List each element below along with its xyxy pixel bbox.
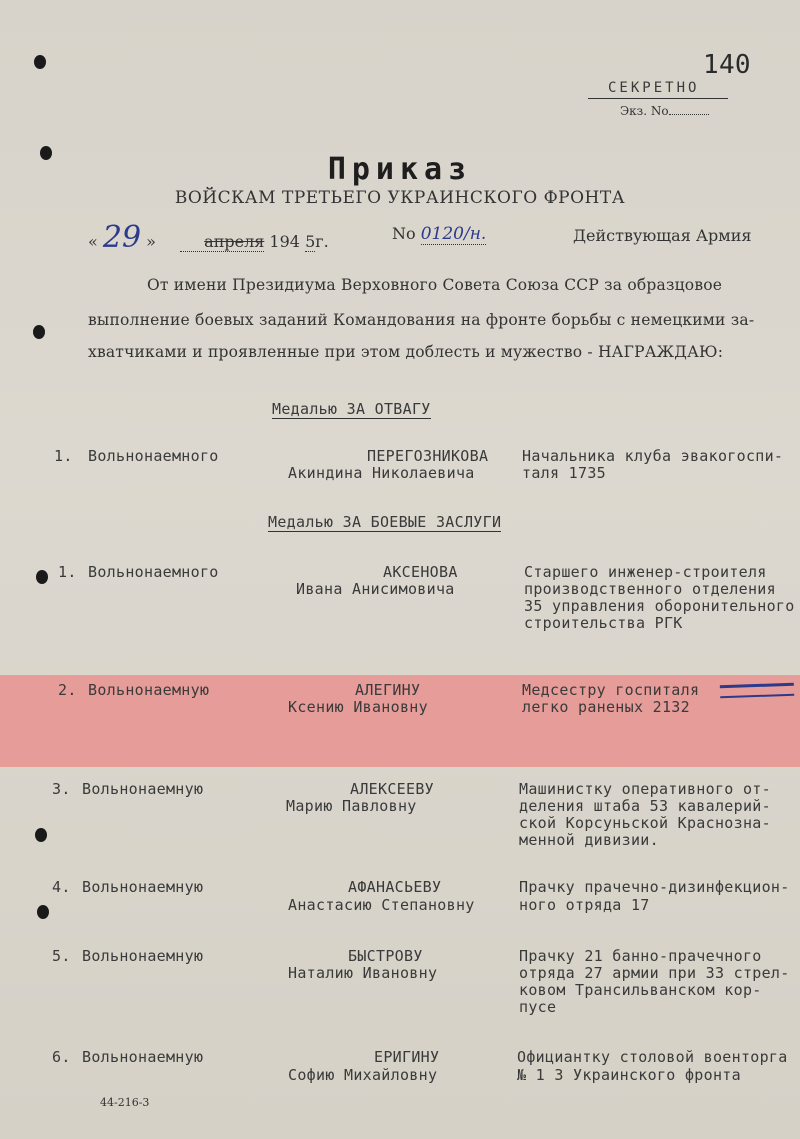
- entry-position-line: Машинистку оперативного от-: [519, 780, 771, 798]
- entry-number: 1.: [58, 563, 77, 581]
- entry-position-line: № 1 3 Украинского фронта: [517, 1066, 741, 1084]
- entry-position-line: ской Корсуньской Краснозна-: [519, 814, 771, 832]
- entry-position-line: производственного отделения: [524, 580, 776, 598]
- date-line: « 29 » апреля 194 5г.: [88, 220, 329, 255]
- entry-given-name: Ивана Анисимовича: [296, 580, 455, 598]
- binder-hole-mark: [35, 828, 47, 842]
- order-number: No 0120/н.: [392, 224, 487, 244]
- secrecy-label: СЕКРЕТНО: [608, 80, 700, 96]
- entry-status: Вольнонаемную: [88, 681, 210, 699]
- entry-status: Вольнонаемную: [82, 947, 204, 965]
- section-heading: Медалью ЗА ОТВАГУ: [272, 400, 431, 418]
- entry-given-name: Акиндина Николаевича: [288, 464, 475, 482]
- entry-given-name: Наталию Ивановну: [288, 964, 438, 982]
- entry-position-line: менной дивизии.: [519, 831, 659, 849]
- entry-number: 4.: [52, 878, 71, 896]
- entry-position-line: деления штаба 53 кавалерий-: [519, 797, 771, 815]
- entry-position-line: ного отряда 17: [519, 896, 650, 914]
- preamble-line: выполнение боевых заданий Командования на фронте борьбы с немецкими за-: [88, 311, 755, 329]
- entry-position-line: Старшего инженер-строителя: [524, 563, 767, 581]
- entry-surname: ЕРИГИНУ: [374, 1048, 440, 1066]
- copy-number-label: Экз. No: [620, 104, 709, 118]
- entry-surname: АЛЕГИНУ: [355, 681, 421, 699]
- entry-number: 3.: [52, 780, 71, 798]
- entry-position-line: Прачку прачечно-дизинфекцион-: [519, 878, 790, 896]
- entry-position-line: Начальника клуба эвакогоспи-: [522, 447, 784, 465]
- entry-number: 6.: [52, 1048, 71, 1066]
- page-title: Приказ: [327, 152, 473, 187]
- entry-status: Вольнонаемного: [88, 447, 219, 465]
- binder-hole-mark: [37, 905, 49, 919]
- entry-given-name: Софию Михайловну: [288, 1066, 438, 1084]
- entry-given-name: Ксению Ивановну: [288, 698, 428, 716]
- entry-position-line: Прачку 21 банно-прачечного: [519, 947, 762, 965]
- entry-surname: АКСЕНОВА: [383, 563, 458, 581]
- entry-number: 5.: [52, 947, 71, 965]
- date-day: 29: [102, 220, 142, 255]
- entry-number: 2.: [58, 681, 77, 699]
- entry-status: Вольнонаемную: [82, 1048, 204, 1066]
- entry-surname: ПЕРЕГОЗНИКОВА: [367, 447, 489, 465]
- entry-position-line: таля 1735: [522, 464, 606, 482]
- location: Действующая Армия: [573, 226, 752, 245]
- entry-given-name: Марию Павловну: [286, 797, 417, 815]
- entry-position-line: ковом Трансильванском кор-: [519, 981, 762, 999]
- entry-given-name: Анастасию Степановну: [288, 896, 475, 914]
- entry-surname: БЫСТРОВУ: [348, 947, 423, 965]
- section-heading: Медалью ЗА БОЕВЫЕ ЗАСЛУГИ: [268, 513, 502, 531]
- entry-status: Вольнонаемную: [82, 780, 204, 798]
- entry-position-line: отряда 27 армии при 33 стрел-: [519, 964, 790, 982]
- entry-position-line: 35 управления оборонительного: [524, 597, 795, 615]
- entry-number: 1.: [54, 447, 73, 465]
- entry-position-line: Официантку столовой военторга: [517, 1048, 788, 1066]
- page-number: 140: [703, 50, 751, 80]
- preamble-line: хватчиками и проявленные при этом доблесть и мужество - НАГРАЖДАЮ:: [88, 343, 724, 361]
- order-number-value: 0120/н.: [420, 224, 487, 244]
- entry-position-line: строительства РГК: [524, 614, 683, 632]
- binder-hole-mark: [34, 55, 46, 69]
- date-month: апреля: [204, 232, 265, 251]
- binder-hole-mark: [33, 325, 45, 339]
- entry-position-line: легко раненых 2132: [522, 698, 690, 716]
- scribble-strikethrough: [720, 683, 794, 699]
- binder-hole-mark: [36, 570, 48, 584]
- date-year-suffix: 5: [305, 232, 316, 251]
- preamble-line: От имени Президиума Верховного Совета Союза ССР за образцовое: [147, 276, 723, 294]
- entry-status: Вольнонаемную: [82, 878, 204, 896]
- entry-position-line: пусе: [519, 998, 557, 1016]
- entry-status: Вольнонаемного: [88, 563, 219, 581]
- entry-surname: АФАНАСЬЕВУ: [348, 878, 442, 896]
- form-code: 44-216-3: [100, 1096, 150, 1109]
- page-subtitle: ВОЙСКАМ ТРЕТЬЕГО УКРАИНСКОГО ФРОНТА: [174, 188, 626, 208]
- date-year-prefix: 194: [269, 232, 300, 251]
- entry-surname: АЛЕКСЕЕВУ: [350, 780, 434, 798]
- entry-position-line: Медсестру госпиталя: [522, 681, 700, 699]
